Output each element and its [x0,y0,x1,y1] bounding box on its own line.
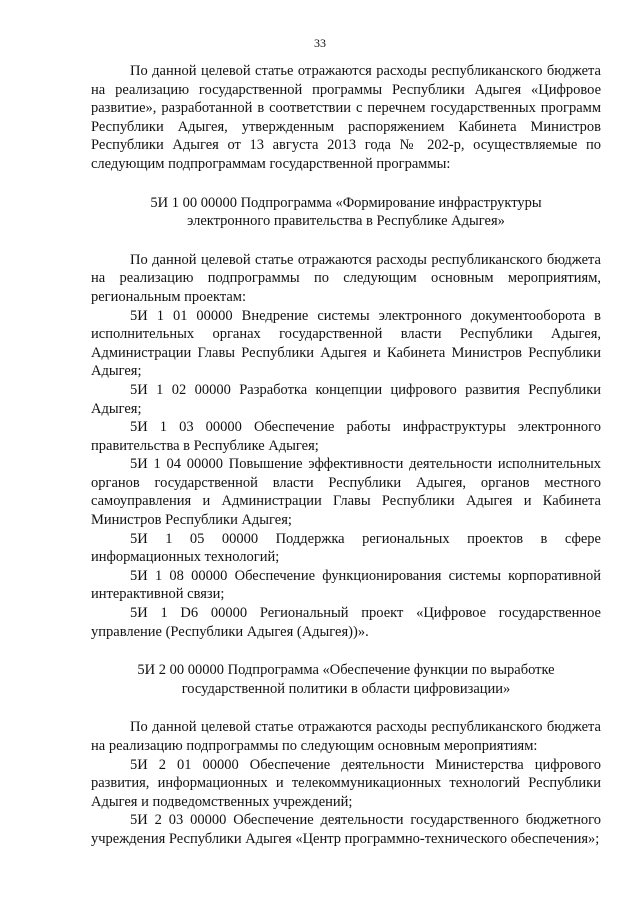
subprogram-2-heading-line-2: государственной политики в области цифровизации» [181,680,511,697]
subprogram-1-heading-line-1: 5И 1 00 00000 Подпрограмма «Формирование инфраструктуры [150,194,542,211]
subprogram-1-item: 5И 1 04 00000 Повышение эффективности деятельности исполнительных органов государственной власти Республики Адыгея, органов местного самоуправления и Администрации Главы Республики Адыгея и Кабинета Министров Республики Адыгея; [91,456,601,529]
subprogram-1-item: 5И 1 D6 00000 Региональный проект «Цифровое государственное управление (Республики Адыгея (Адыгея))». [91,605,601,640]
subprogram-2-item: 5И 2 03 00000 Обеспечение деятельности государственного бюджетного учреждения Республики Адыгея «Центр программно-технического обеспечения»; [91,812,601,847]
subprogram-2-heading [91,661,601,698]
section-intro-paragraph: По данной целевой статье отражаются расходы республиканского бюджета на реализацию государственной программы Республики Адыгея «Цифровое развитие», разработанной в соответствии с перечнем государственных программ Республики Адыгея, утвержденным распоряжением Кабинета Министров Республики Адыгея от 13 августа 2013 года № 202-р, осуществляемые по следующим подпрограммам государственной программы: [91,63,601,172]
subprogram-1-heading-line-2: электронного правительства в Республике Адыгея» [187,213,505,230]
subprogram-1-item: 5И 1 05 00000 Поддержка региональных проектов в сфере информационных технологий; [91,530,601,566]
document-body [91,62,601,849]
subprogram-2-intro-paragraph: По данной целевой статье отражаются расходы республиканского бюджета на реализацию подпрограммы по следующим основным мероприятиям: [91,719,601,754]
subprogram-1-item: 5И 1 08 00000 Обеспечение функционирования системы корпоративной интерактивной связи; [91,567,601,603]
subprogram-2-heading-line-1: 5И 2 00 00000 Подпрограмма «Обеспечение функции по выработке [137,662,555,679]
subprogram-1-item: 5И 1 03 00000 Обеспечение работы инфраструктуры электронного правительства в Республике Адыгея; [91,419,601,454]
subprogram-2-item: 5И 2 01 00000 Обеспечение деятельности Министерства цифрового развития, информационных и телекоммуникационных технологий Республики Адыгея и подведомственных учреждений; [91,756,601,810]
subprogram-1-intro-paragraph: По данной целевой статье отражаются расходы республиканского бюджета на реализацию подпрограммы по следующим основным мероприятиям, региональным проектам: [91,251,601,305]
subprogram-1-item: 5И 1 01 00000 Внедрение системы электронного документооборота в исполнительных органах государственной власти Республики Адыгея, Администрации Главы Республики Адыгея и Кабинета Министров Республики Адыгея; [91,307,601,380]
page-number: 33 [314,36,326,50]
subprogram-1-item: 5И 1 02 00000 Разработка концепции цифрового развития Республики Адыгея; [91,381,601,417]
subprogram-1-heading [91,194,601,231]
